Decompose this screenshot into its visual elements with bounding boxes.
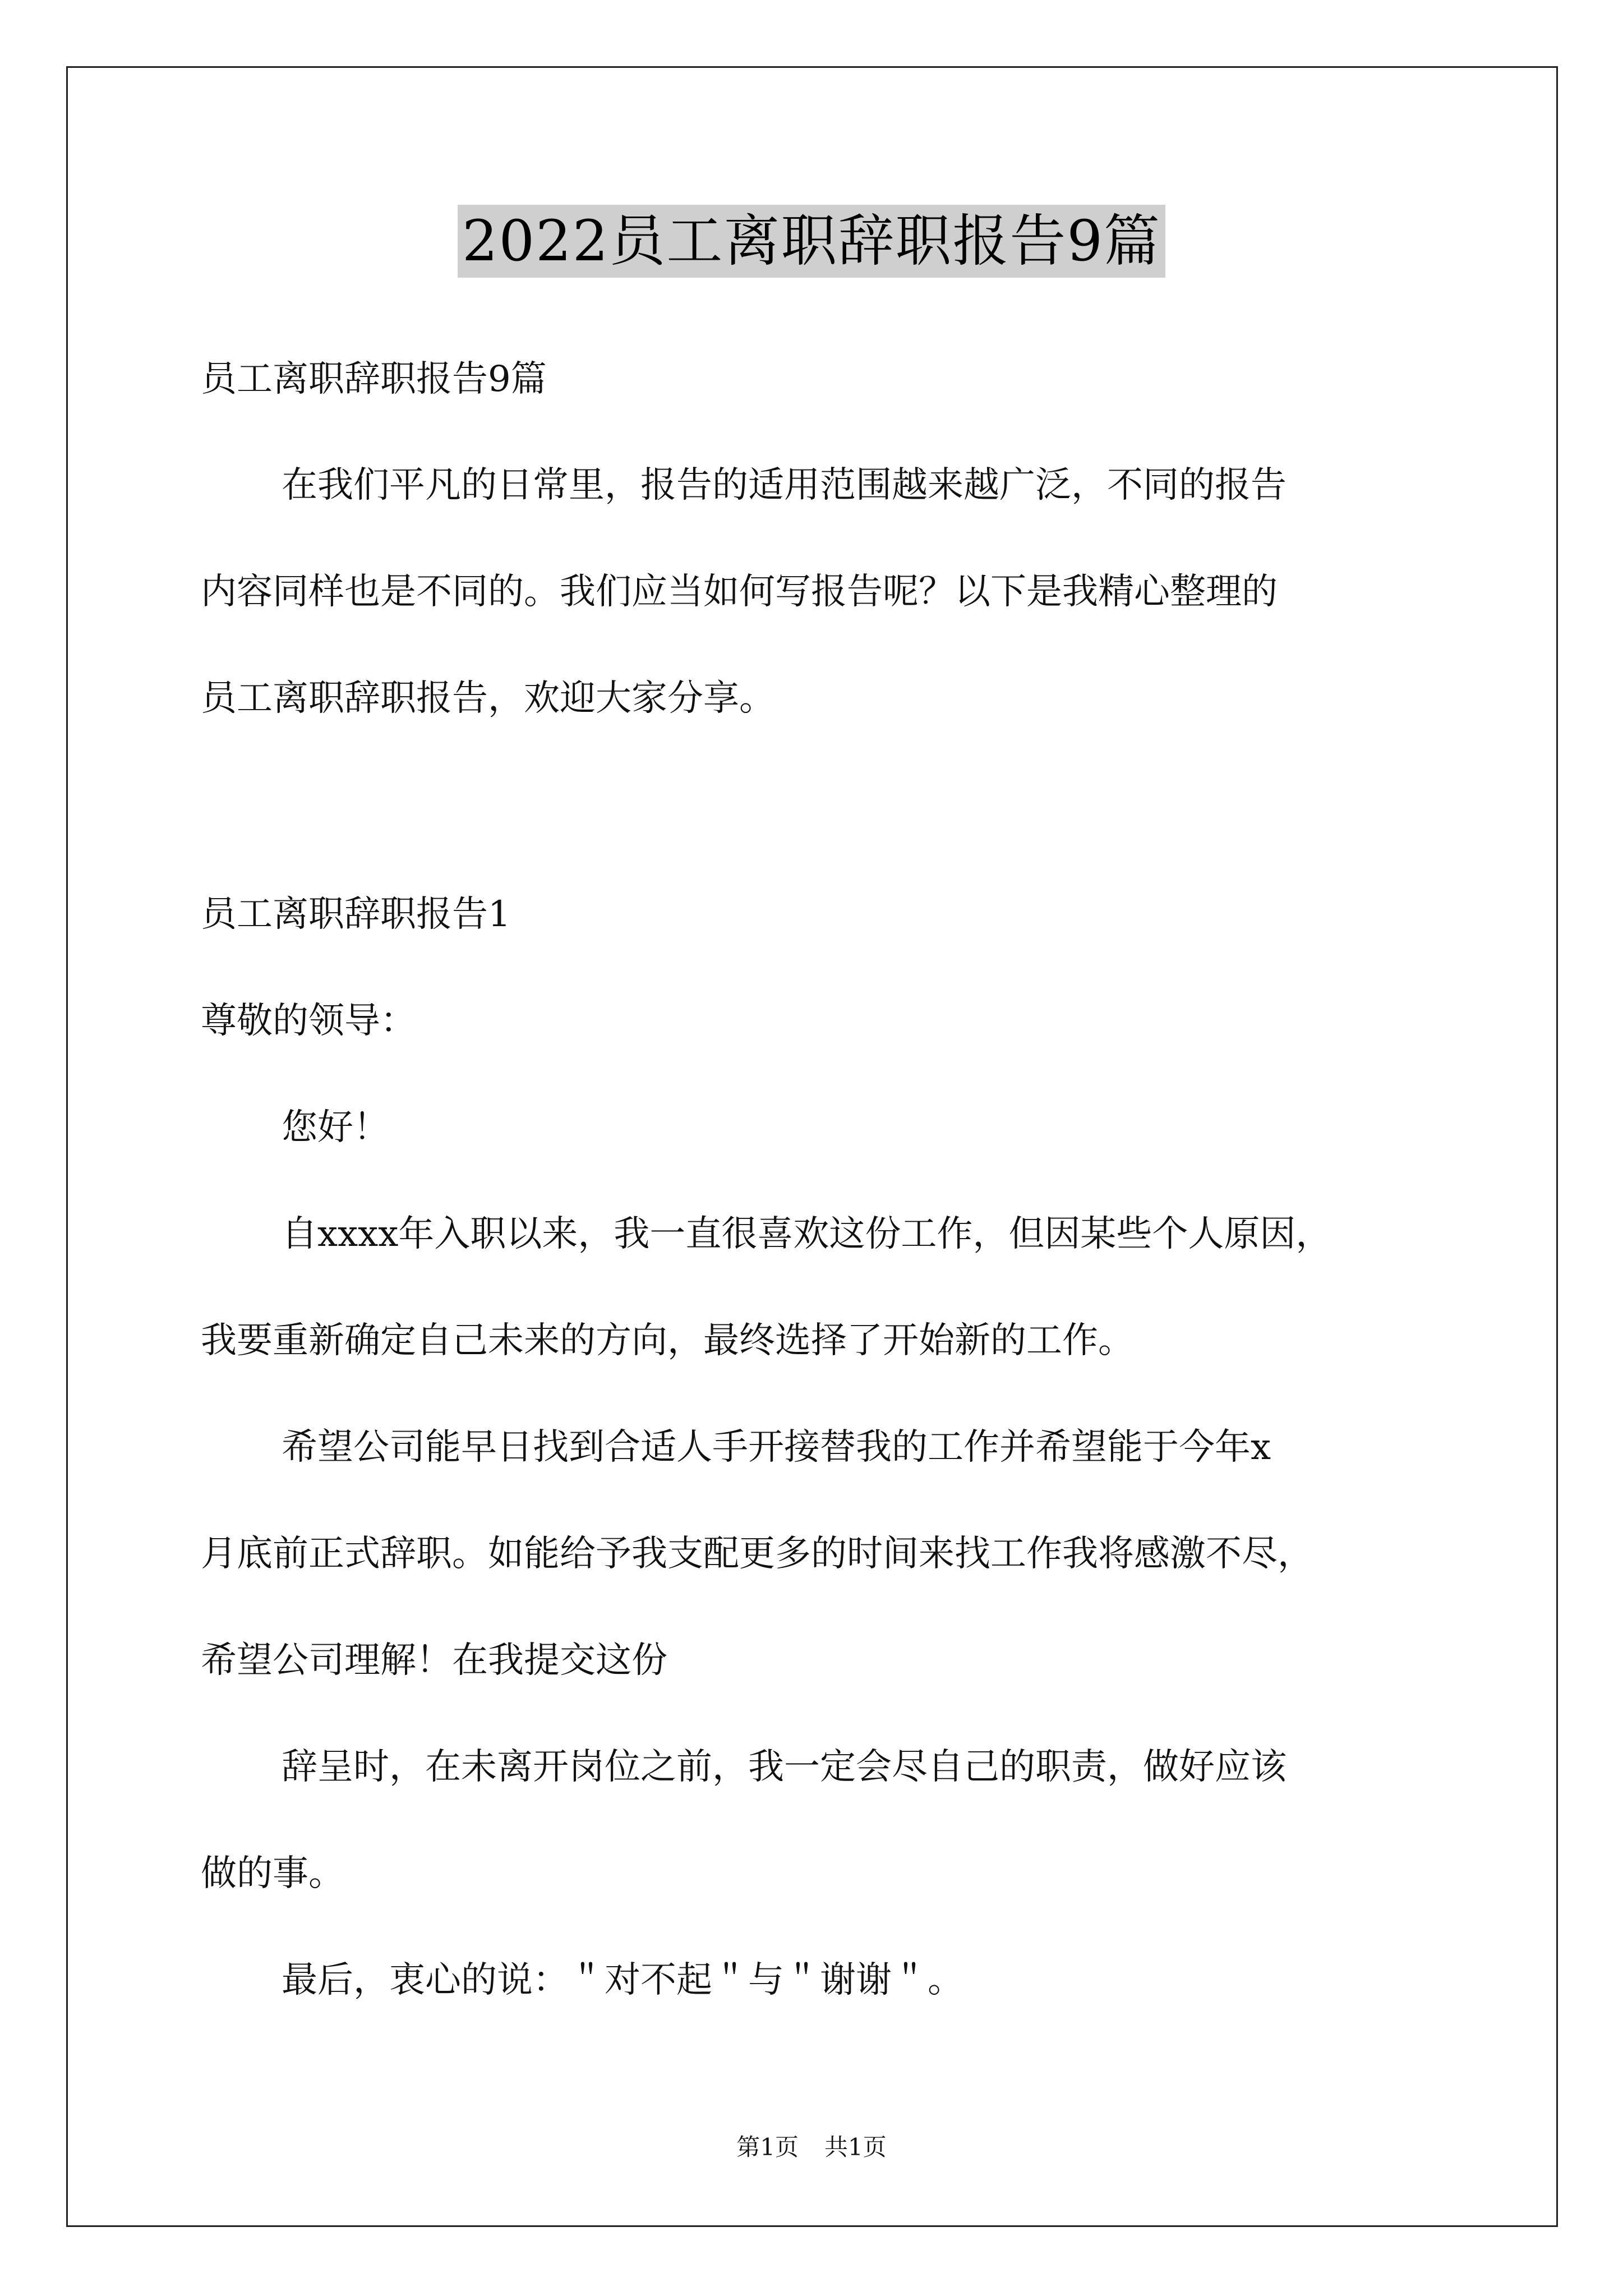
paragraph2-line-3: 希望公司理解！在我提交这份 — [201, 1640, 667, 1681]
closing-line: 最后，衷心的说：＂对不起＂与＂谢谢＂。 — [282, 1959, 963, 2001]
paragraph1-line-2: 我要重新确定自己未来的方向，最终选择了开始新的工作。 — [201, 1320, 1134, 1361]
page-footer — [0, 2132, 1623, 2163]
greeting: 您好！ — [282, 1107, 389, 1148]
paragraph2-line-2: 月底前正式辞职。如能给予我支配更多的时间来找工作我将感激不尽， — [201, 1533, 1313, 1575]
paragraph1-line-1: 自xxxx年入职以来，我一直很喜欢这份工作，但因某些个人原因， — [282, 1213, 1332, 1255]
title-container — [0, 205, 1623, 278]
paragraph3-line-2: 做的事。 — [201, 1853, 344, 1894]
intro-line-3: 员工离职辞职报告，欢迎大家分享。 — [201, 678, 775, 719]
page-number: 第1页 — [736, 2133, 799, 2161]
page-total: 共1页 — [824, 2133, 887, 2161]
section-heading: 员工离职辞职报告1 — [201, 894, 511, 935]
intro-line-1: 在我们平凡的日常里，报告的适用范围越来越广泛，不同的报告 — [282, 464, 1287, 506]
intro-line-2: 内容同样也是不同的。我们应当如何写报告呢？以下是我精心整理的 — [201, 571, 1278, 613]
document-title: 2022员工离职辞职报告9篇 — [458, 205, 1165, 278]
paragraph3-line-1: 辞呈时，在未离开岗位之前，我一定会尽自己的职责，做好应该 — [282, 1746, 1287, 1788]
paragraph2-line-1: 希望公司能早日找到合适人手开接替我的工作并希望能于今年x — [282, 1427, 1271, 1468]
document-subtitle: 员工离职辞职报告9篇 — [201, 358, 547, 400]
salutation: 尊敬的领导： — [201, 1000, 416, 1042]
